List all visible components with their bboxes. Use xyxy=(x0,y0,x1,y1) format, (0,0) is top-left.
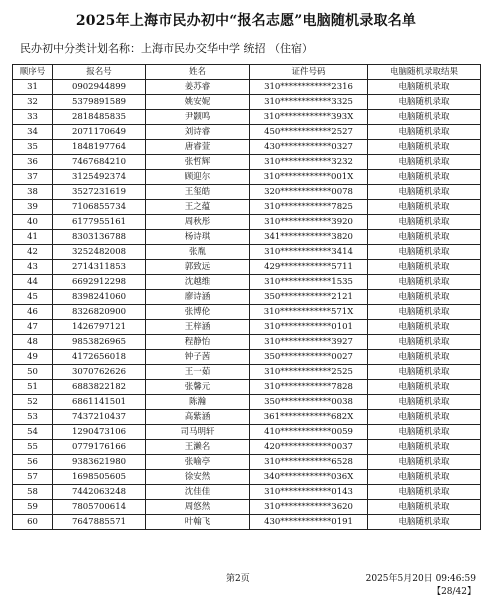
cell-seq: 51 xyxy=(13,380,53,395)
cell-name: 沈佳佳 xyxy=(146,485,250,500)
cell-id-number: 361************682X xyxy=(250,410,368,425)
cell-registration-no: 8326820900 xyxy=(53,305,146,320)
table-row xyxy=(13,485,481,500)
cell-name: 周悠然 xyxy=(146,500,250,515)
table-row xyxy=(13,80,481,95)
cell-seq: 57 xyxy=(13,470,53,485)
cell-id-number: 310************001X xyxy=(250,170,368,185)
cell-name: 王梓涵 xyxy=(146,320,250,335)
cell-seq: 47 xyxy=(13,320,53,335)
cell-id-number: 430************0191 xyxy=(250,515,368,530)
cell-name: 姚安妮 xyxy=(146,95,250,110)
cell-result: 电脑随机录取 xyxy=(368,515,481,530)
table-row xyxy=(13,185,481,200)
cell-registration-no: 2714311853 xyxy=(53,260,146,275)
table-row xyxy=(13,140,481,155)
cell-result: 电脑随机录取 xyxy=(368,395,481,410)
cell-result: 电脑随机录取 xyxy=(368,410,481,425)
table-row xyxy=(13,455,481,470)
cell-name: 张胤 xyxy=(146,245,250,260)
table-row xyxy=(13,200,481,215)
table-row xyxy=(13,170,481,185)
document-title: 2025年上海市民办初中“报名志愿”电脑随机录取名单 xyxy=(75,13,417,29)
cell-name: 杨诗琪 xyxy=(146,230,250,245)
header-name: 姓名 xyxy=(146,65,250,80)
cell-registration-no: 1290473106 xyxy=(53,425,146,440)
cell-id-number: 310************0143 xyxy=(250,485,368,500)
cell-seq: 46 xyxy=(13,305,53,320)
table-row xyxy=(13,215,481,230)
cell-id-number: 310************3920 xyxy=(250,215,368,230)
cell-seq: 39 xyxy=(13,200,53,215)
cell-result: 电脑随机录取 xyxy=(368,230,481,245)
header-registration-no: 报名号 xyxy=(53,65,146,80)
cell-name: 张博伦 xyxy=(146,305,250,320)
cell-result: 电脑随机录取 xyxy=(368,485,481,500)
cell-id-number: 310************393X xyxy=(250,110,368,125)
cell-seq: 58 xyxy=(13,485,53,500)
cell-registration-no: 0779176166 xyxy=(53,440,146,455)
cell-name: 徐安然 xyxy=(146,470,250,485)
cell-id-number: 429************5711 xyxy=(250,260,368,275)
cell-seq: 40 xyxy=(13,215,53,230)
cell-seq: 45 xyxy=(13,290,53,305)
cell-id-number: 310************3325 xyxy=(250,95,368,110)
table-row xyxy=(13,155,481,170)
cell-result: 电脑随机录取 xyxy=(368,320,481,335)
table-row xyxy=(13,110,481,125)
cell-result: 电脑随机录取 xyxy=(368,350,481,365)
table-row xyxy=(13,275,481,290)
cell-seq: 59 xyxy=(13,500,53,515)
cell-seq: 44 xyxy=(13,275,53,290)
table-body xyxy=(13,80,481,530)
table-row xyxy=(13,335,481,350)
cell-id-number: 420************0037 xyxy=(250,440,368,455)
cell-registration-no: 3527231619 xyxy=(53,185,146,200)
cell-id-number: 410************0059 xyxy=(250,425,368,440)
cell-id-number: 310************3232 xyxy=(250,155,368,170)
page-counter: 【28/42】 xyxy=(432,587,476,597)
cell-seq: 56 xyxy=(13,455,53,470)
table-header-row xyxy=(13,65,481,80)
page-number: 第2页 xyxy=(226,574,250,584)
cell-id-number: 310************3414 xyxy=(250,245,368,260)
cell-id-number: 310************0101 xyxy=(250,320,368,335)
cell-registration-no: 7467684210 xyxy=(53,155,146,170)
cell-id-number: 310************7825 xyxy=(250,200,368,215)
cell-name: 程静怡 xyxy=(146,335,250,350)
cell-result: 电脑随机录取 xyxy=(368,290,481,305)
cell-name: 王之蕴 xyxy=(146,200,250,215)
cell-registration-no: 7805700614 xyxy=(53,500,146,515)
cell-result: 电脑随机录取 xyxy=(368,170,481,185)
cell-seq: 36 xyxy=(13,155,53,170)
cell-result: 电脑随机录取 xyxy=(368,245,481,260)
cell-registration-no: 9383621980 xyxy=(53,455,146,470)
cell-id-number: 341************3820 xyxy=(250,230,368,245)
table-row xyxy=(13,395,481,410)
cell-name: 唐睿萱 xyxy=(146,140,250,155)
table-row xyxy=(13,350,481,365)
cell-id-number: 310************3927 xyxy=(250,335,368,350)
cell-seq: 50 xyxy=(13,365,53,380)
cell-registration-no: 1426797121 xyxy=(53,320,146,335)
cell-registration-no: 2818485835 xyxy=(53,110,146,125)
cell-seq: 38 xyxy=(13,185,53,200)
cell-name: 司马明轩 xyxy=(146,425,250,440)
cell-result: 电脑随机录取 xyxy=(368,365,481,380)
cell-name: 姜苏睿 xyxy=(146,80,250,95)
cell-id-number: 310************7828 xyxy=(250,380,368,395)
cell-result: 电脑随机录取 xyxy=(368,80,481,95)
print-timestamp: 2025年5月20日 09:46:59 xyxy=(365,574,476,584)
cell-name: 张馨元 xyxy=(146,380,250,395)
cell-seq: 35 xyxy=(13,140,53,155)
cell-registration-no: 3070762626 xyxy=(53,365,146,380)
table-row xyxy=(13,515,481,530)
cell-result: 电脑随机录取 xyxy=(368,125,481,140)
cell-name: 王濑名 xyxy=(146,440,250,455)
cell-result: 电脑随机录取 xyxy=(368,425,481,440)
cell-name: 周秋彤 xyxy=(146,215,250,230)
cell-result: 电脑随机录取 xyxy=(368,440,481,455)
cell-name: 廖诗涵 xyxy=(146,290,250,305)
table-row xyxy=(13,290,481,305)
cell-seq: 37 xyxy=(13,170,53,185)
table-row xyxy=(13,95,481,110)
cell-registration-no: 5379891589 xyxy=(53,95,146,110)
header-result: 电脑随机录取结果 xyxy=(368,65,481,80)
cell-registration-no: 8303136788 xyxy=(53,230,146,245)
table-row xyxy=(13,380,481,395)
cell-result: 电脑随机录取 xyxy=(368,215,481,230)
cell-seq: 43 xyxy=(13,260,53,275)
cell-seq: 34 xyxy=(13,125,53,140)
table-row xyxy=(13,410,481,425)
cell-registration-no: 2071170649 xyxy=(53,125,146,140)
cell-registration-no: 7106855734 xyxy=(53,200,146,215)
cell-name: 王一茹 xyxy=(146,365,250,380)
cell-result: 电脑随机录取 xyxy=(368,455,481,470)
table-row xyxy=(13,305,481,320)
cell-registration-no: 4172656018 xyxy=(53,350,146,365)
cell-id-number: 450************2527 xyxy=(250,125,368,140)
cell-result: 电脑随机录取 xyxy=(368,470,481,485)
cell-registration-no: 9853826965 xyxy=(53,335,146,350)
cell-seq: 49 xyxy=(13,350,53,365)
cell-name: 沈越维 xyxy=(146,275,250,290)
table-row xyxy=(13,260,481,275)
cell-id-number: 350************2121 xyxy=(250,290,368,305)
cell-id-number: 310************6528 xyxy=(250,455,368,470)
cell-id-number: 320************0078 xyxy=(250,185,368,200)
cell-registration-no: 7442063248 xyxy=(53,485,146,500)
admission-table xyxy=(12,64,481,530)
table-row xyxy=(13,500,481,515)
table-row xyxy=(13,125,481,140)
cell-id-number: 350************0038 xyxy=(250,395,368,410)
cell-registration-no: 6177955161 xyxy=(53,215,146,230)
cell-name: 叶翰飞 xyxy=(146,515,250,530)
cell-registration-no: 7437210437 xyxy=(53,410,146,425)
cell-name: 张喻亭 xyxy=(146,455,250,470)
cell-id-number: 340************036X xyxy=(250,470,368,485)
cell-result: 电脑随机录取 xyxy=(368,110,481,125)
cell-registration-no: 6692912298 xyxy=(53,275,146,290)
header-id-number: 证件号码 xyxy=(250,65,368,80)
cell-seq: 55 xyxy=(13,440,53,455)
cell-seq: 41 xyxy=(13,230,53,245)
cell-name: 张哲辉 xyxy=(146,155,250,170)
cell-id-number: 310************2525 xyxy=(250,365,368,380)
cell-name: 高紫涵 xyxy=(146,410,250,425)
cell-id-number: 310************1535 xyxy=(250,275,368,290)
cell-registration-no: 0902944899 xyxy=(53,80,146,95)
cell-id-number: 350************0027 xyxy=(250,350,368,365)
cell-id-number: 310************3620 xyxy=(250,500,368,515)
cell-result: 电脑随机录取 xyxy=(368,200,481,215)
cell-seq: 60 xyxy=(13,515,53,530)
table-row xyxy=(13,425,481,440)
cell-seq: 32 xyxy=(13,95,53,110)
table-row xyxy=(13,245,481,260)
cell-registration-no: 3125492374 xyxy=(53,170,146,185)
header-seq: 顺序号 xyxy=(13,65,53,80)
cell-result: 电脑随机录取 xyxy=(368,140,481,155)
cell-registration-no: 7647885571 xyxy=(53,515,146,530)
cell-result: 电脑随机录取 xyxy=(368,185,481,200)
cell-id-number: 430************0327 xyxy=(250,140,368,155)
table-row xyxy=(13,230,481,245)
table-row xyxy=(13,320,481,335)
cell-seq: 31 xyxy=(13,80,53,95)
table-row xyxy=(13,440,481,455)
cell-result: 电脑随机录取 xyxy=(368,95,481,110)
cell-seq: 48 xyxy=(13,335,53,350)
cell-registration-no: 1698505605 xyxy=(53,470,146,485)
cell-registration-no: 6861141501 xyxy=(53,395,146,410)
cell-name: 王玺皓 xyxy=(146,185,250,200)
cell-result: 电脑随机录取 xyxy=(368,305,481,320)
cell-result: 电脑随机录取 xyxy=(368,335,481,350)
cell-registration-no: 1848197764 xyxy=(53,140,146,155)
cell-id-number: 310************571X xyxy=(250,305,368,320)
cell-result: 电脑随机录取 xyxy=(368,380,481,395)
cell-seq: 33 xyxy=(13,110,53,125)
cell-name: 尹颢鸣 xyxy=(146,110,250,125)
cell-seq: 54 xyxy=(13,425,53,440)
table-row xyxy=(13,470,481,485)
cell-result: 电脑随机录取 xyxy=(368,260,481,275)
cell-result: 电脑随机录取 xyxy=(368,500,481,515)
cell-registration-no: 8398241060 xyxy=(53,290,146,305)
cell-name: 钟子茜 xyxy=(146,350,250,365)
cell-result: 电脑随机录取 xyxy=(368,275,481,290)
cell-id-number: 310************2316 xyxy=(250,80,368,95)
cell-seq: 52 xyxy=(13,395,53,410)
cell-name: 郭致远 xyxy=(146,260,250,275)
cell-name: 陈瀚 xyxy=(146,395,250,410)
cell-name: 刘诗睿 xyxy=(146,125,250,140)
cell-result: 电脑随机录取 xyxy=(368,155,481,170)
table-row xyxy=(13,365,481,380)
cell-registration-no: 6883822182 xyxy=(53,380,146,395)
cell-name: 顾迎尔 xyxy=(146,170,250,185)
cell-registration-no: 3252482008 xyxy=(53,245,146,260)
plan-subtitle: 民办初中分类计划名称：上海市民办交华中学 统招 （住宿） xyxy=(20,42,313,55)
cell-seq: 42 xyxy=(13,245,53,260)
cell-seq: 53 xyxy=(13,410,53,425)
